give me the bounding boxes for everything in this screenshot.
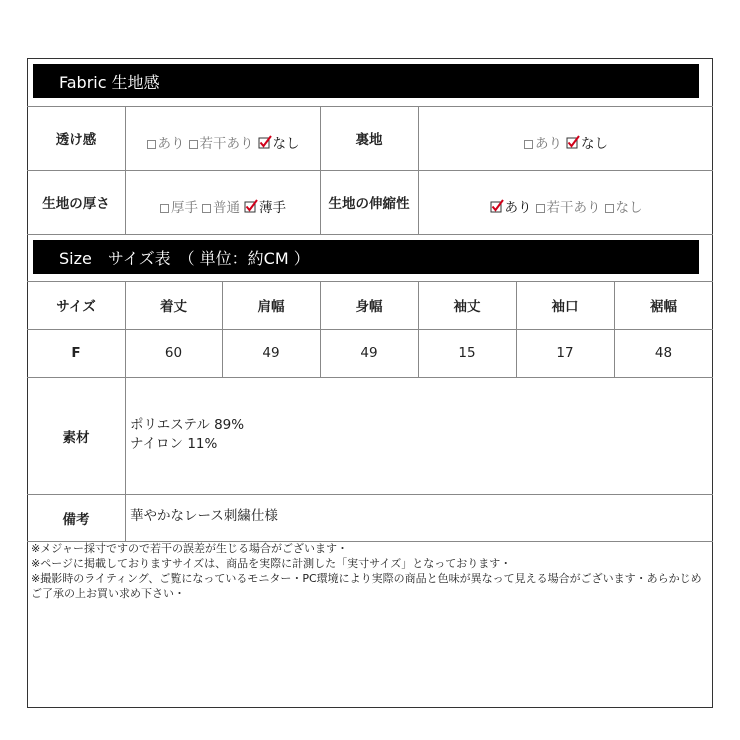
note-line: ※撮影時のライティング、ご覧になっているモニター・PC環境により実際の商品と色味が異なって見える場合がございます・あらかじめご了承の上お買い求め下さい・ [31, 572, 702, 600]
stretch-option-label: 若干あり [546, 200, 601, 216]
fabric-header-title: Fabric 生地感 [59, 72, 160, 92]
thickness-option-2 [244, 196, 286, 216]
stretch-label: 生地の伸縮性 [328, 196, 410, 212]
lining-option-label: あり [535, 136, 562, 152]
stretch-options [419, 174, 713, 238]
material-line: ナイロン 11% [130, 436, 218, 452]
sheer-option-label: 若干あり [199, 136, 254, 152]
lining-option-0 [524, 132, 562, 152]
length-value: 60 [164, 345, 183, 361]
size-value: F [71, 345, 81, 361]
size-col-header: サイズ [56, 299, 96, 315]
note-line: ※メジャー採寸ですので若干の誤差が生じる場合がございます・ [31, 542, 348, 555]
checked-box-icon [490, 199, 504, 213]
sheer-label: 透け感 [55, 132, 97, 148]
remarks-label: 備考 [62, 511, 90, 528]
stretch-option-0 [490, 196, 532, 216]
sheer-options [126, 110, 320, 174]
lining-label: 裏地 [355, 132, 383, 148]
notes [31, 541, 711, 601]
lining-option-1 [566, 132, 608, 152]
sheer-option-2 [258, 132, 300, 152]
cuff-value: 17 [556, 345, 574, 361]
unchecked-box-icon [147, 140, 156, 149]
length-col-header: 着丈 [160, 299, 187, 315]
size-header-bar [33, 240, 699, 274]
shoulder-value: 49 [262, 345, 280, 361]
material-line: ポリエステル 89% [130, 417, 245, 433]
hem-col-header: 裾幅 [650, 299, 677, 315]
unchecked-box-icon [524, 140, 533, 149]
thickness-option-1 [202, 196, 240, 216]
fabric-header-bar [33, 64, 699, 98]
chest-col-header: 身幅 [355, 299, 383, 315]
unchecked-box-icon [536, 204, 545, 213]
sleeve-length-value: 15 [458, 345, 476, 361]
grid-line [27, 377, 713, 378]
stretch-option-2 [605, 196, 643, 216]
unchecked-box-icon [189, 140, 198, 149]
chest-value: 49 [360, 345, 378, 361]
note-line: ※ページに掲載しておりますサイズは、商品を実際に計測した「実寸サイズ」となっております・ [31, 557, 512, 570]
hem-value: 48 [654, 345, 673, 361]
lining-options [419, 110, 713, 174]
unchecked-box-icon [160, 204, 169, 213]
material-label: 素材 [62, 429, 90, 446]
stretch-option-label: なし [615, 200, 643, 216]
thickness-label: 生地の厚さ [42, 196, 110, 212]
sheer-option-label: なし [272, 136, 300, 152]
remarks-text: 華やかなレース刺繍仕様 [130, 508, 278, 524]
shoulder-col-header: 肩幅 [257, 299, 285, 315]
unchecked-box-icon [202, 204, 211, 213]
sheer-option-0 [147, 132, 185, 152]
stretch-option-label: あり [504, 200, 532, 216]
grid-line [27, 494, 713, 495]
checked-box-icon [244, 199, 258, 213]
thickness-option-label: 厚手 [171, 200, 198, 216]
thickness-option-label: 普通 [213, 200, 240, 216]
thickness-option-label: 薄手 [259, 200, 286, 216]
cuff-col-header: 袖口 [551, 299, 579, 315]
size-header-title: Size サイズ表 （ 単位：約CM ） [59, 248, 310, 268]
thickness-options [126, 174, 320, 238]
checked-box-icon [258, 135, 272, 149]
lining-option-label: なし [581, 136, 608, 152]
sheer-option-label: あり [157, 136, 185, 152]
unchecked-box-icon [605, 204, 614, 213]
stretch-option-1 [536, 196, 601, 216]
thickness-option-0 [160, 196, 198, 216]
checked-box-icon [566, 135, 580, 149]
material-lines [130, 416, 244, 454]
sheer-option-1 [189, 132, 254, 152]
sleeve-length-col-header: 袖丈 [453, 299, 481, 315]
